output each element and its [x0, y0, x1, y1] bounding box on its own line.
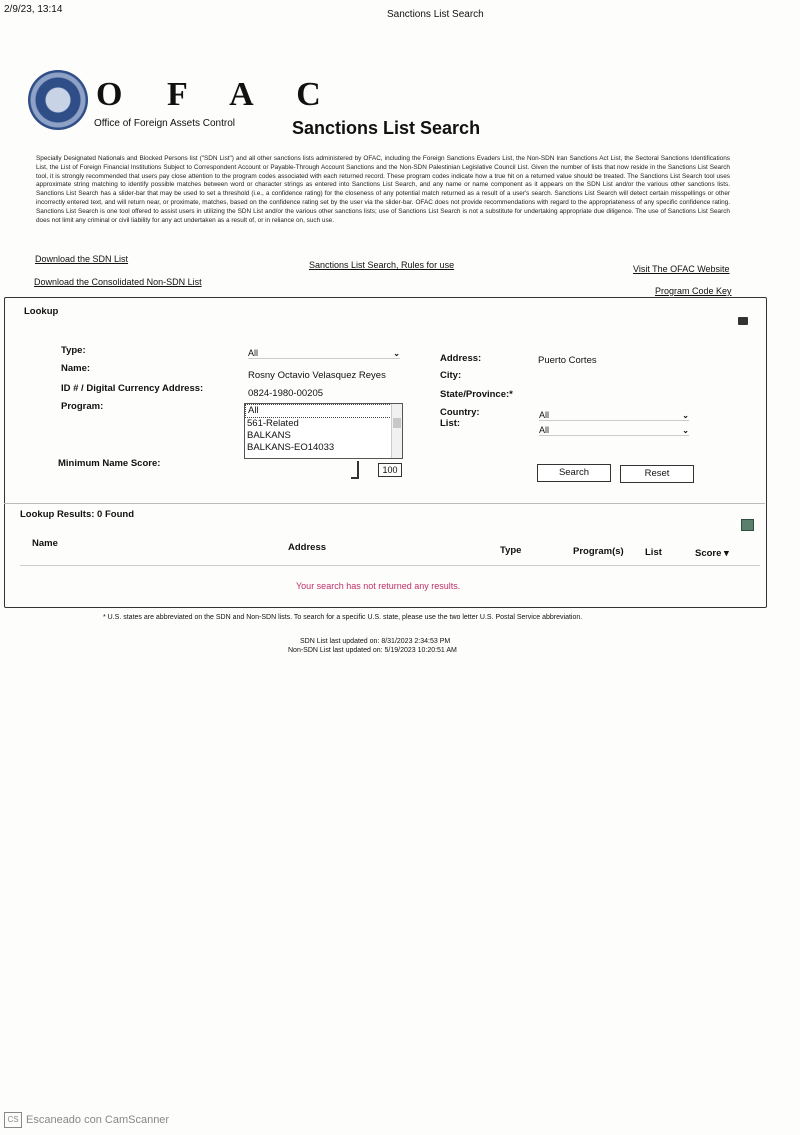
ofac-logo-text: O F A C [96, 76, 339, 113]
name-input[interactable]: Rosny Octavio Velasquez Reyes [248, 370, 386, 381]
column-header-name[interactable]: Name [32, 538, 58, 549]
name-label: Name: [61, 363, 91, 374]
visit-ofac-link[interactable]: Visit The OFAC Website [633, 264, 730, 274]
min-score-label: Minimum Name Score: [58, 458, 161, 469]
min-score-input[interactable]: 100 [378, 463, 402, 477]
chevron-down-icon: ⌄ [393, 348, 400, 358]
results-divider [4, 503, 765, 504]
footer-note: * U.S. states are abbreviated on the SDN and Non-SDN lists. To search for a specific U.S. state, please use the two letter U.S. Postal Service abbreviation. [103, 614, 583, 621]
download-sdn-link[interactable]: Download the SDN List [35, 254, 129, 264]
program-option[interactable]: BALKANS [247, 430, 291, 441]
program-option[interactable]: BALKANS-EO14033 [247, 442, 335, 453]
state-label: State/Province:* [440, 389, 513, 400]
printer-icon[interactable] [738, 317, 748, 325]
address-input[interactable]: Puerto Cortes [538, 355, 597, 366]
type-select-value: All [248, 348, 259, 358]
program-scrollbar[interactable] [391, 404, 402, 458]
column-header-programs[interactable]: Program(s) [573, 546, 624, 557]
chevron-down-icon: ⌄ [682, 425, 689, 435]
lookup-heading: Lookup [24, 306, 59, 317]
results-header-divider [20, 565, 760, 566]
score-slider-handle[interactable] [351, 461, 359, 479]
column-header-address[interactable]: Address [288, 542, 327, 553]
print-page-title: Sanctions List Search [387, 9, 484, 20]
city-input[interactable] [538, 370, 688, 382]
program-label: Program: [61, 401, 104, 412]
download-non-sdn-link[interactable]: Download the Consolidated Non-SDN List [34, 277, 202, 287]
country-select-value: All [539, 410, 550, 420]
country-select[interactable] [539, 410, 689, 421]
non-sdn-updated: Non-SDN List last updated on: 5/19/2023 10:20:51 AM [288, 647, 457, 654]
program-option[interactable]: 561-Related [247, 418, 299, 429]
camscanner-text: Escaneado con CamScanner [26, 1114, 170, 1126]
column-header-type[interactable]: Type [500, 545, 522, 556]
program-code-key-link[interactable]: Program Code Key [655, 286, 732, 296]
program-option[interactable]: All [245, 404, 402, 418]
print-datetime: 2/9/23, 13:14 [4, 4, 63, 15]
country-label: Country: [440, 407, 480, 418]
column-header-score[interactable]: Score ▾ [695, 548, 729, 559]
list-select[interactable] [539, 425, 689, 436]
ofac-subtitle: Office of Foreign Assets Control [94, 118, 235, 129]
program-listbox[interactable] [244, 403, 403, 459]
camscanner-watermark [4, 1112, 169, 1128]
sdn-updated: SDN List last updated on: 8/31/2023 2:34:53 PM [300, 638, 451, 645]
chevron-down-icon: ⌄ [682, 410, 689, 420]
address-label: Address: [440, 353, 482, 364]
treasury-seal-icon [28, 70, 88, 130]
column-header-list[interactable]: List [645, 547, 662, 558]
rules-link[interactable]: Sanctions List Search, Rules for use [309, 260, 455, 270]
intro-paragraph: Specially Designated Nationals and Blocked Persons list ("SDN List") and all other sanctions lists administered by OFAC, including the Foreign Sanctions Evaders List, the Non-SDN Iran Sanctions Act List, the Sectoral Sanctions Identifications List, the List of Foreign Financial Institutions Subject to Correspondent Account or Payable-Through Account Sanctions and the Non-SDN Palestinian Legislative Council List. Given the number of lists that now reside in the Sanctions List Search tool, it is strongly recommended that users pay close attention to the program codes associated with each returned record. These program codes indicate how a true hit on a returned value should be treated. The Sanctions List Search tool uses approximate string matching to identify possible matches between word or character strings as entered into Sanctions List Search, and any name or name component as it appears on the SDN List and/or the various other sanctions lists. Sanctions List Search has a slider-bar that may be used to set a threshold (i.e., a confidence rating) for the closeness of any potential match returned as a result of a user's search. Sanctions List Search will detect certain misspellings or other incorrectly entered text, and will return near, or proximate, matches, based on the confidence rating set by the user via the slider-bar. OFAC does not provide recommendations with regard to the appropriateness of any specific confidence rating. Sanctions List Search is one tool offered to assist users in utilizing the SDN List and/or the various other sanctions lists; use of Sanctions List Search is not a substitute for undertaking appropriate due diligence. The use of Sanctions List Search does not limit any criminal or civil liability for any act undertaken as a result of, or in reliance on, such use. [36, 155, 730, 224]
page-title: Sanctions List Search [292, 118, 481, 138]
id-label: ID # / Digital Currency Address: [61, 383, 204, 394]
type-select[interactable] [248, 348, 400, 359]
results-heading: Lookup Results: 0 Found [20, 509, 134, 520]
type-label: Type: [61, 345, 86, 356]
camscanner-logo-icon: CS [4, 1112, 22, 1128]
id-input[interactable]: 0824-1980-00205 [248, 388, 324, 399]
search-button[interactable]: Search [537, 464, 611, 482]
list-select-value: All [539, 425, 550, 435]
city-label: City: [440, 370, 462, 381]
state-input[interactable] [538, 389, 688, 401]
reset-button[interactable]: Reset [620, 465, 694, 483]
no-results-message: Your search has not returned any results. [296, 581, 461, 591]
excel-export-icon[interactable] [741, 519, 754, 531]
list-label: List: [440, 418, 461, 429]
